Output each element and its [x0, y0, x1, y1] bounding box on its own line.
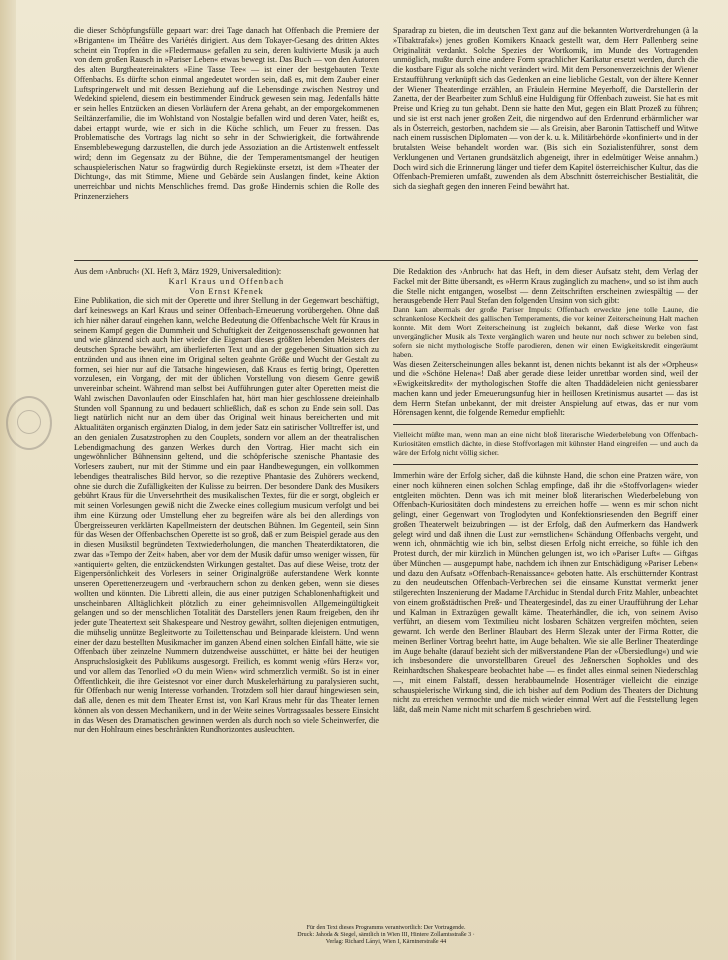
top-right-column	[393, 26, 698, 252]
footer-line: Druck: Jahoda & Siegel, sämtlich in Wien III, Hintere Zollamtsstraße 3 ·	[297, 932, 475, 938]
quoted-passage-2: Vielleicht müßte man, wenn man an eine nicht bloß literarische Wiederbelebung von Offenbach-Kuriositäten ernstlich dächte, in diese Stoffvorlagen mit kühnster Hand eingreifen — und auch da wäre der Erfolg nicht völlig sicher.	[393, 430, 698, 458]
article-body: Eine Publikation, die sich mit der Operette und ihrer Stellung in der Gegenwart beschäftigt, darf keineswegs an Karl Kraus und seiner Offenbach-Erneuerung vorübergehen. Ohne daß ich hier näher darauf eingehen kann, welche Bedeutung die Offenbachsche Welt für Kraus in seinem Kampf gegen die Dummheit und Schuftigkeit der Zeitgenossenschaft gewonnen hat und wie glänzend sich auch hier wieder die Eigenart dieses größten lebenden Meisters der deutschen Sprache bewährt, am überlieferten Text und an der gegebenen Situation sich zu entzünden und aus ihnen eine im Original selten geahnte Größe und Wucht der Gestalt zu formen, sei hier nur auf die Tatsache hingewiesen, daß Kraus es fertig bringt, Operetten vorzulesen, ein Vorgang, der mit der üblichen Vorstellung von diesem Genre gewiß unvereinbar scheint. Während man selbst bei Aufführungen guter alter Operetten meist die Wahl zwischen Davonlaufen oder Einschlafen hat, hört man hier geschlossene dreieinhalb Stunden voll Spannung zu und bedauert schließlich, daß es schon zu Ende sein soll. Das liegt natürlich nicht nur an dem über das Original weit hinaus bereicherten und mit Aktualitäten organisch ergänzten Dialog, in dem jeder Satz ein satirischer Volltreffer ist, und an den genialen Zusatzstrophen zu den Couplets, sondern vor allem an der theatralischen Lebendigmachung des ganzen Werkes durch den Vortrag. Hier macht sich ein ungewöhnlicher Bühnensinn geltend, und die schöpferische szenische Phantasie des Vorlesers zaubert, nur mit der Stimme und ein paar Handbewegungen, ein vollkommen lebendiges theatralisches Bild hervor, so die rezeptive Phantasie des Zuhörers weckend, ohne sie durch die Zufälligkeiten der Kulisse zu beirren. Der besondere Dank des Musikers gebührt Kraus für die Unversehrtheit des musikalischen Textes, für die er sorgt, obgleich er mit seinen Vorlesungen gewiß nicht die Zwecke eines collegium musicum verfolgt und bei ihm eine Kürzung oder Umstellung eher zu begreifen wäre als bei den allerdings von Übergreisseuren verklärten Kapellmeistern der deutschen Bühnen. Im Gegenteil, sein Sinn für das Wesen der Offenbachschen Operette ist so groß, daß er zum Beispiel gerade aus den in diesen Musikstil begründeten Textwiederholungen, die manchen Theaterdiktatoren, die zwar das »Tempo der Zeit« haben, aber vor dem der Musik dafür umso weniger wissen, für »antiquiert« gelten, die entzückendsten Wirkungen gestaltet. Das auf diese Weise, trotz der Eigenpersönlichkeit des Vorlesers in seiner Originalgröße auferstandene Werk konnte unseren Operettenerzeugern und -verbrauchern schon zu denken geben, wenn sie dieses wollten und könnten. Die Libretti allein, die aus einer putzigen Schablonenhaftigkeit und unscheinbaren Alltäglichkeit plötzlich zu einer geheimnisvollen Allgemeingültigkeit gelangen und so der menschlichen Totalität des Darstellers jenen Raum freigeben, den ihr jeder gute Theatertext seit Shakespeare und Nestroy gewährt, sollten diejenigen entmutigen, die mühselig unnütze Begleitworte zu Toilettenschau und Beinparade kleistern. Und wenn einer der dazu bestellten Musikmacher im ganzen Abend einen solchen Einfall hätte, wie sie Offenbach über zeinzelne Nummern dutzendweise ausschüttet, er hätte bei der heutigen Anspruchslosigkeit des Publikums ausgesorgt. Freilich, es kommt wenig »fürs Herz« vor, und vor allem das Tenorlied »O du mein Wien« wird schmerzlich vermißt. So ist in einer Öffentlichkeit, die ihre Geistesnot vor einer durch Muskelerhärtung zu paralysieren sucht, für Offenbach nur wenig Interesse vorhanden. Trotzdem soll hier darauf hingewiesen sein, daß alle, denen es mit dem Theater Ernst ist, von Karl Kraus mehr für das Theater lernen können als von dessen Mechanikern, und in der Weite seines Vortragssaales bessere Einsicht in das Wesen des Dramatischen gewinnen werden als durch noch so viele Scheinwerfer, die nur den Hohlraum eines beschränkten Rundhorizontes ausleuchten.	[74, 296, 379, 735]
quote-divider	[393, 424, 698, 425]
left-article	[74, 267, 379, 909]
response-paragraph-1: Was diesen Zeiterscheinungen alles bekannt ist, denen nichts bekannt ist als der »Orpheus« und die »Schöne Helena«! Daß aber gerade diese leider unrettbar worden sind, weil der »Ewigkeitskredit« der mythologischen Stoffe die alten Thaddädeleien nicht geniessbarer machen kann und jeder Erneuerungsunfug hier in heillosen Kretinismus ausartet — das ist dem Herrn Stefan unbekannt, der mit dreister Anspielung auf etwas, das er nur vom Hörensagen kennt, die folgende Remedur empfiehlt:	[393, 359, 698, 418]
article-title: Karl Kraus und Offenbach	[168, 276, 285, 286]
right-article	[393, 267, 698, 909]
footer-line: Für den Text dieses Programms verantwortlich: Der Vortragende.	[306, 925, 466, 931]
section-divider	[74, 260, 698, 261]
quote-divider	[393, 464, 698, 465]
printer-footer	[74, 925, 698, 946]
response-paragraph-2: Immerhin wäre der Erfolg sicher, daß die kühnste Hand, die schon eine Pratzen wäre, von einer noch kühneren einen solchen Schlag empfinge, daß ihr die »Stoffvorlagen« wieder entgleiten möchten. Denn was ich mit meiner bloß literarischen Wiederbelebung von Offenbach-Kuriositäten doch mindestens zu erreichen hoffe — wenn es mir schon nicht gelingt, einer Gegenwart von Troglodyten und Konfektionsriesenden den Begriff einer großen Theaterwelt beizubringen — ist der Erfolg, daß den Aufmerkern das Handwerk gelegt wird und daß ihnen die Lust zur »ernstlichen« Schändung Offenbachs vergeht, und wenn ich, ohnmächtig wie ich bin, selbst diesen Erfolg nicht erreiche, so fühle ich den Protest durch, der mir kürzlich in München gelungen ist, wo ich »Pariser Luft« — Giftgas über München — ausgepumpt habe, nachdem ich ihnen zur Entschädigung »Pariser Leben« und dazu den Aufsatz »Offenbach-Renaissance« geboten hatte. Als erschütternder Kontrast zu den neudeutschen Offenbach-Verbrechen sei die einsame Kunsttat vermerkt jener stilgerechten Inszenierung der Madame l'Archiduc in Stendal durch Fritz Mahler, unbeachtet von einem großstädtischen Preß- und Theatergesindel, das zu einer Uraufführung der Lehar und Kalman in Extrazügen gewallt käme. Theaterhändler, die ich, von seinem Aviso verführt, an diesem vom Textmilieu nicht losbaren Schätzen vergreifen möchten, seien gewarnt. Ich werde den Berliner Blaubart des Herrn Slezak unter der Firma Rotter, die meinen Berliner Vortrag beehrt hatte, im Auge behalten. Wie sie alle Berliner Theaterdinge im Auge behalte (darauf bezieht sich der mißverstandene Plan der »Übersiedlung«) und wie ich insbesondere die unvorstellbaren Greuel des Jeßnerschen Sophokles und des Reinhardtschen Shakespeare beobachtet habe — es findet alles einmal seinen Niederschlag —, mit einem Falstaff, dessen herabbaumelnde Hosenträger vielleicht die einzige schauspielerische Wirkung sind, die ich bisher auf dem Podium des Theaters der Dichtung nicht zu erreichen vermochte und die mich wieder einmal Wert auf die Feststellung legen läßt, daß mein Name nicht mit scharfem ß geschrieben wird.	[393, 471, 698, 715]
footer-line: Verlag: Richard Lányi, Wien I, Kärntnerstraße 44	[325, 939, 447, 945]
top-right-text: Sparadrap zu bieten, die im deutschen Text ganz auf die bekannten Wortverdrehungen (à la »Tibaktrafak«) jenes großen Komikers Knaack gestellt war, dem Herr Pallenberg seine Originalität verdankt. Solche Spezies der Wortkomik, im Munde des Vortragenden unmöglich, mußte durch eine andere Form sprachlicher Karikatur ersetzt werden, durch die die kostbare Figur als solche nicht verändert wird. Mit dem Personenverzeichnis der Wiener Erstaufführung verknüpft sich das Gedenken an eine liebliche Gestalt, von der ältere Kenner der Wiener Theaterdinge erzählen, an Fräulein Hermine Meyerhoff, die Darstellerin der Zanetta, der der Bearbeiter zum Schluß eine Huldigung für Offenbach zuweist. Sie hat es mit Preise und Krieg zu tun gehabt. Denn sie hatte den Mut, gegen ein Blatt Prozeß zu führen; und sie ist erst nach jener großen Zeit, die nirgendwo auf den Erdenrund erbärmlicher war als in Österreich, gestorben, nachdem sie — als Greisin, aber Baronin Tattischeff und Witwe nach einem russischen Diplomaten — von der k. u. k. Militärbehörde »konfiniert« und in der brutalsten Weise behandelt worden war. (Bis sich ein Sozialistenführer, sonst dem Verklungenen und Vertanen grundsätzlich abgeneigt, ihrer in edelmütiger Weise annahm.) Doch wird sich die Erinnerung länger und tiefer dem Kapitel österreichischer Kultur, das die Offenbach-Premieren umfaßt, zuwenden als dem Abschnitt österreichischer Bestialität, die sich da sieghaft gegen den inneren Feind bewährt hat.	[393, 26, 698, 191]
top-section	[74, 26, 698, 252]
article-byline: Von Ernst Křenek	[189, 286, 264, 296]
top-left-text: die dieser Schöpfungsfülle gepaart war: drei Tage danach hat Offenbach die Premiere der »Briganten« im Théâtre des Variétés dirigiert. Aus dem Tokayer-Gesang des dritten Aktes scheint ein Tropfen in die »Fledermaus« gefallen zu sein, deren kultivierte Musik ja auch von dem großen Rausch in »Pariser Leben« etwas bewegt ist. Das Buch — von den Autoren des alten Burgtheatereinakters »Eine Tasse Tee« — ist einer der bestgebauten Texte Offenbachs. Es dürfte schon einmal angedeutet worden sein, daß es, mit dem Zauber einer Luftspringerwelt und mit dessen Beziehung auf die Lebensdinge zwischen Nestroy und Wedekind spielend, diesem ein bestimmender Eindruck gewesen sein mag. Jedenfalls hätte er sein helles Entzücken an diesen Vorläufern der Arena gehabt, an der emporgekommenen Seiltänzerfamilie, die im Wohlstand von Nostalgie befallen wird und deren Vater, heißt es, dabei ertappt wurde, wie er sich in die Küche schlich, um Feuer zu fressen. Das Problematische des Vortrags lag nicht so sehr in der Schwierigkeit, die fortwährende Ensemblebewegung darzustellen, die durch jede Assoziation an die Artistenwelt entfesselt wird; denn im Gegensatz zu der Bühne, die der Temperamentsmangel der heutigen schauspielerischen Natur so fragwürdig durch Regiekünste ersetzt, ist dem »Theater der Dichtung«, das mit Stimme, Miene und Gebärde sein Auslangen findet, keine Aktion unerreichbar und nichts Menschliches fremd. Das große Hindernis schien die Rolle des Prinzenerziehers	[74, 26, 379, 201]
page-edge	[0, 0, 16, 960]
top-left-column	[74, 26, 379, 252]
quoted-passage-1: Dann kam abermals der große Pariser Impuls: Offenbach erweckte jene tolle Laune, die schrankenlose Keckheit des gallischen Temperaments, die vor keiner Zeiterscheinung Halt machen konnte. Mit dem Wort Zeiterscheinung ist zugleich bekannt, daß diese Werke von fast unvergänglicher Musik als Texte vergänglich waren und heute nur noch schwer zu beleben sind, sofern sie nicht mythologische Stoffe parodieren, denen wir einen Ewigkeitskredit eingeräumt haben.	[393, 305, 698, 359]
editorial-intro: Die Redaktion des ›Anbruch‹ hat das Heft, in dem dieser Aufsatz steht, dem Verlag der Fackel mit der Bitte übersandt, es »Herrn Kraus zugänglich zu machen«, und so ist ihm auch die Stelle nicht entgangen, woselbst — denn Zeitschriften erscheinen zwiespältig — der herausgebende Herr Paul Stefan den folgenden Unsinn von sich gibt:	[393, 267, 698, 306]
article-source: Aus dem ›Anbruch‹ (XI. Heft 3, März 1929, Universaledition):	[74, 267, 282, 276]
bottom-section	[74, 267, 698, 909]
library-stamp	[6, 396, 52, 450]
